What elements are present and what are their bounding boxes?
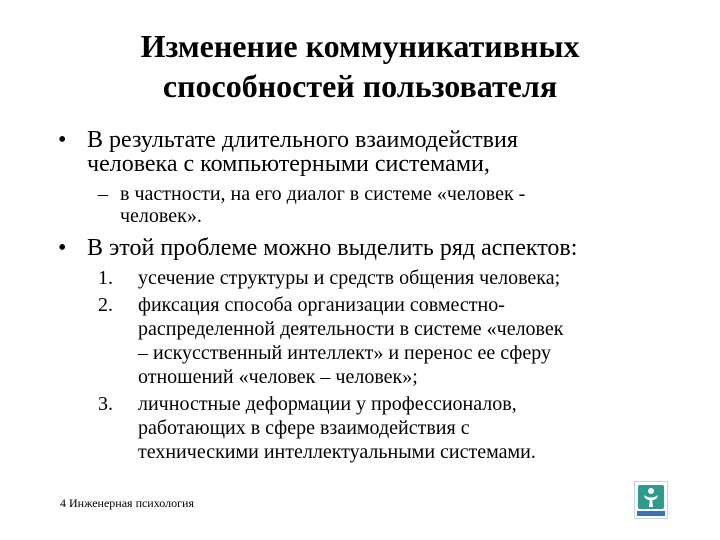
numbered-text-line: техническими интеллектуальными системами. [138, 441, 536, 463]
slide-title-line-1: Изменение коммуникативных [140, 28, 580, 64]
slide-title [60, 26, 660, 106]
slide-footer: 4 Инженерная психология [60, 496, 194, 510]
bullet-text-line: В результате длительного взаимодействия [87, 127, 518, 153]
numbered-text-line: усечение структуры и средств общения человека; [138, 267, 561, 289]
numbered-text-line: распределенной деятельности в системе «человек [138, 318, 564, 340]
numbered-marker: 2. [98, 294, 113, 316]
sub-bullet-text-line: в частности, на его диалог в системе «человек - [120, 183, 526, 205]
bullet-text-line: человека с компьютерными системами, [87, 151, 490, 177]
sub-bullet-marker: – [98, 183, 108, 205]
numbered-text-line: – искусственный интеллект» и перенос ее сферу [138, 342, 551, 364]
bullet-marker: • [58, 235, 67, 261]
slide-title-line-2: способностей пользователя [162, 68, 558, 104]
numbered-marker: 1. [98, 267, 113, 289]
bullet-marker: • [58, 127, 67, 153]
university-logo-icon [634, 481, 668, 519]
numbered-text-line: личностные деформации у профессионалов, [138, 393, 517, 415]
sub-bullet-text-line: человек». [120, 205, 202, 227]
numbered-marker: 3. [98, 393, 113, 415]
numbered-text-line: отношений «человек – человек»; [138, 366, 418, 388]
numbered-text-line: работающих в сфере взаимодействия с [138, 417, 470, 439]
bullet-text-line: В этой проблеме можно выделить ряд аспектов: [87, 235, 578, 261]
numbered-text-line: фиксация способа организации совместно- [138, 294, 505, 316]
